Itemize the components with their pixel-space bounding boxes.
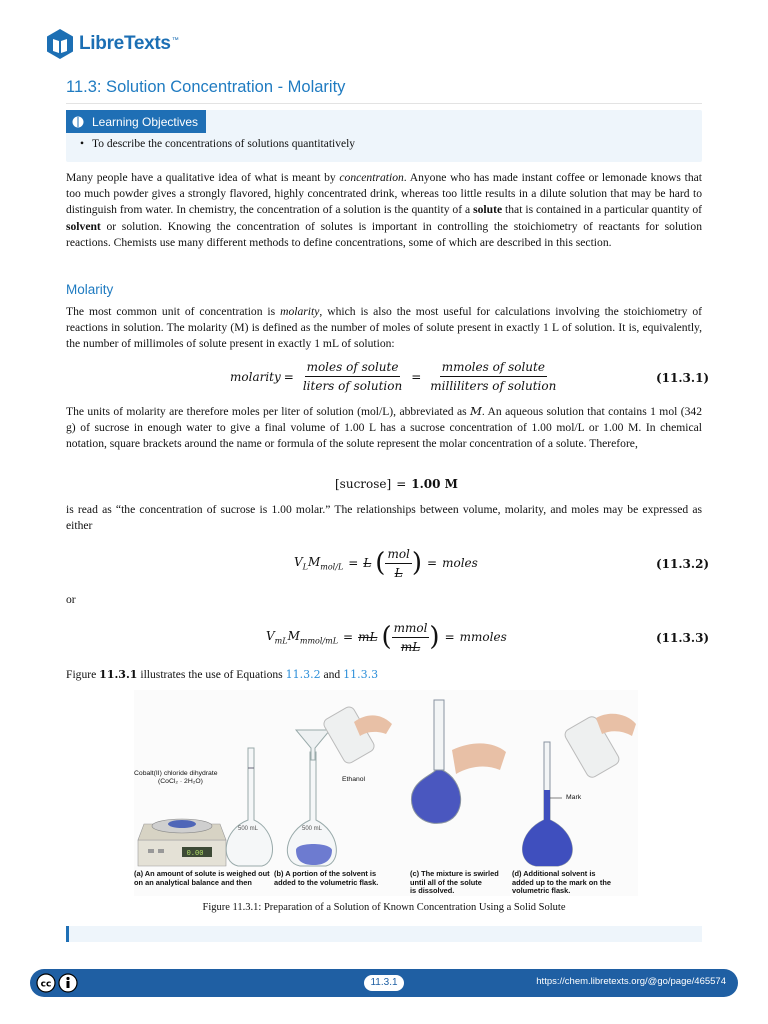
caption-line: (c) The mixture is swirled	[410, 869, 499, 878]
page-number-badge: 11.3.1	[364, 975, 404, 991]
next-content-box	[66, 926, 702, 942]
mark-label: Mark	[566, 794, 582, 801]
caption-line: is dissolved.	[410, 886, 455, 896]
equation-number: (11.3.1)	[656, 371, 710, 385]
page-title: 11.3: Solution Concentration - Molarity	[66, 78, 702, 104]
chemical-formula: (CoCl₂ · 2H₂O)	[158, 778, 203, 785]
eq-rhs: 1.00 M	[411, 477, 458, 491]
molarity-paragraph	[66, 304, 702, 353]
numerator: moles of solute	[305, 360, 401, 377]
numerator: mmol	[392, 621, 430, 638]
denominator: liters of solution	[302, 379, 403, 393]
learning-objectives-box	[66, 110, 702, 162]
caption-b	[274, 870, 378, 887]
text-run: or solution. Knowing the concentration of solutes is important in controlling the stoichiometry of reactants for solution reactions. Chemists use many different methods to define concentrations, some of which are described in this section.	[66, 219, 702, 249]
trademark: ™	[171, 36, 179, 44]
figure-number: 11.3.1	[99, 668, 138, 681]
equation-link-11-3-3[interactable]: 11.3.3	[343, 668, 379, 681]
learning-objective-item: • To describe the concentrations of solutions quantitatively	[80, 138, 355, 150]
creative-commons-license-icon[interactable]	[36, 973, 82, 993]
eq-lhs: [sucrose]	[335, 477, 392, 491]
eq-lhs: molarity	[230, 369, 281, 384]
numerator: mmoles of solute	[440, 360, 547, 377]
learning-objectives-list	[80, 138, 355, 150]
or-text: or	[66, 593, 76, 606]
caption-line: volumetric flask.	[512, 886, 571, 896]
equation-molarity	[230, 360, 562, 393]
svg-text:cc: cc	[40, 979, 52, 990]
text-run: . An aqueous solution that contains 1 mol (342 g) of sucrose in enough water to give a final volume of 1.00 L has a sucrose concentration of 1.00 mol/L or 1.00 M. In chemical notation, square brackets around the name or formula of the solute represent the molar concentration of a solute. Therefore,	[66, 405, 702, 451]
section-heading-molarity: Molarity	[66, 282, 114, 297]
equation-number: (11.3.2)	[656, 557, 710, 571]
flask-volume-label: 500 mL	[238, 826, 259, 832]
eq-rhs: mmoles	[459, 630, 507, 644]
fraction	[392, 621, 430, 654]
text-run: Figure	[66, 668, 100, 681]
term-solvent: solvent	[66, 219, 101, 233]
equals-sign: =	[283, 369, 294, 384]
paren-right: )	[411, 548, 423, 578]
text-run: illustrates the use of Equations	[137, 668, 286, 681]
learning-objectives-tab	[66, 110, 206, 133]
figure-illustration	[134, 690, 638, 896]
text-run: and	[320, 668, 344, 681]
eq-rhs: moles	[442, 556, 478, 570]
equals-sign: =	[411, 369, 422, 384]
text-run: , which is also the most useful for calculations involving the stoichiometry of reactions in solution. The molarity (M) is defined as the number of moles of solute present in exactly 1 L of solution. It is, equivalently, the number of millimoles of solute present in exactly 1 mL of solution:	[66, 305, 702, 351]
text-run: The most common unit of concentration is	[66, 305, 281, 318]
equals-sign: =	[444, 630, 455, 644]
caption-line: on an analytical balance and then	[134, 877, 252, 887]
book-icon	[72, 116, 84, 128]
equation-number: (11.3.3)	[656, 631, 710, 645]
fraction	[301, 360, 404, 393]
ethanol-label: Ethanol	[342, 776, 366, 783]
flask-volume-label: 500 mL	[302, 826, 323, 832]
libretexts-wordmark[interactable]: LibreTexts	[79, 33, 171, 54]
paren-left: (	[375, 548, 386, 578]
eq-term: $V_{mL}M_{mmol/mL}$	[266, 628, 339, 646]
caption-line: (a) An amount of solute is weighed out	[134, 869, 270, 878]
figure-reference-paragraph	[66, 667, 702, 683]
balance-reading: 0.00	[186, 850, 204, 858]
text-run: . Anyone who has made instant coffee or lemonade knows that too much powder gives a strongly flavored, highly concentrated drink, whereas too little results in a dilute solution that may be hard to distinguish from water. In chemistry, the concentration of a solution is the quantity of a	[66, 171, 702, 217]
symbol-M: M	[470, 404, 482, 418]
caption-line: added to the volumetric flask.	[274, 877, 379, 887]
caption-line: (b) A portion of the solvent is	[274, 869, 377, 878]
caption-a	[134, 870, 270, 887]
caption-c	[410, 870, 499, 896]
equals-sign: =	[396, 477, 407, 491]
learning-objectives-label: Learning Objectives	[92, 114, 199, 129]
page-url-link[interactable]: https://chem.libretexts.org/@go/page/465574	[536, 976, 726, 987]
text-run: Many people have a qualitative idea of what is meant by	[66, 171, 340, 184]
caption-line: (d) Additional solvent is	[512, 869, 596, 878]
paren-left: (	[381, 622, 392, 652]
equation-sucrose	[335, 477, 458, 491]
fraction	[428, 360, 558, 393]
cancelled-unit: L	[363, 556, 372, 570]
denominator: milliliters of solution	[430, 379, 557, 393]
libretexts-logo-icon[interactable]	[45, 28, 75, 60]
denominator: mL	[400, 639, 421, 654]
emphasis-molarity: molarity	[280, 305, 320, 318]
page-footer	[30, 969, 738, 997]
fraction	[385, 547, 411, 580]
chemical-name: Cobalt(II) chloride dihydrate	[134, 770, 218, 777]
units-paragraph	[66, 403, 702, 453]
eq-term: $V_LM_{mol/L}$	[294, 554, 344, 572]
caption-d	[512, 870, 611, 896]
equals-sign: =	[348, 556, 359, 570]
paren-right: )	[429, 622, 440, 652]
relationships-paragraph: is read as “the concentration of sucrose is 1.00 molar.” The relationships between volume, molarity, and moles may be expressed as either	[66, 503, 702, 533]
figure-caption: Figure 11.3.1: Preparation of a Solution of Known Concentration Using a Solid Solute	[202, 902, 566, 913]
cancelled-unit: mL	[358, 630, 378, 644]
equation-link-11-3-2[interactable]: 11.3.2	[285, 668, 321, 681]
equation-millimolarity	[266, 618, 507, 656]
text-run: that is contained in a particular quantity of	[502, 203, 702, 217]
term-solute: solute	[473, 203, 503, 217]
figure-solution-preparation	[134, 690, 638, 896]
site-header	[45, 26, 179, 62]
text-run: The units of molarity are therefore moles per liter of solution (mol/L), abbreviated as	[66, 405, 471, 418]
intro-paragraph	[66, 170, 702, 251]
caption-line: added up to the mark on the	[512, 877, 611, 887]
numerator: mol	[385, 547, 411, 564]
caption-line: until all of the solute	[410, 877, 482, 887]
chemical-label	[134, 770, 218, 786]
analytical-balance-icon	[138, 819, 226, 866]
denominator: L	[394, 565, 403, 580]
equation-volume-molarity	[294, 544, 478, 582]
equals-sign: =	[343, 630, 354, 644]
equals-sign: =	[427, 556, 438, 570]
emphasis-concentration: concentration	[339, 171, 404, 184]
